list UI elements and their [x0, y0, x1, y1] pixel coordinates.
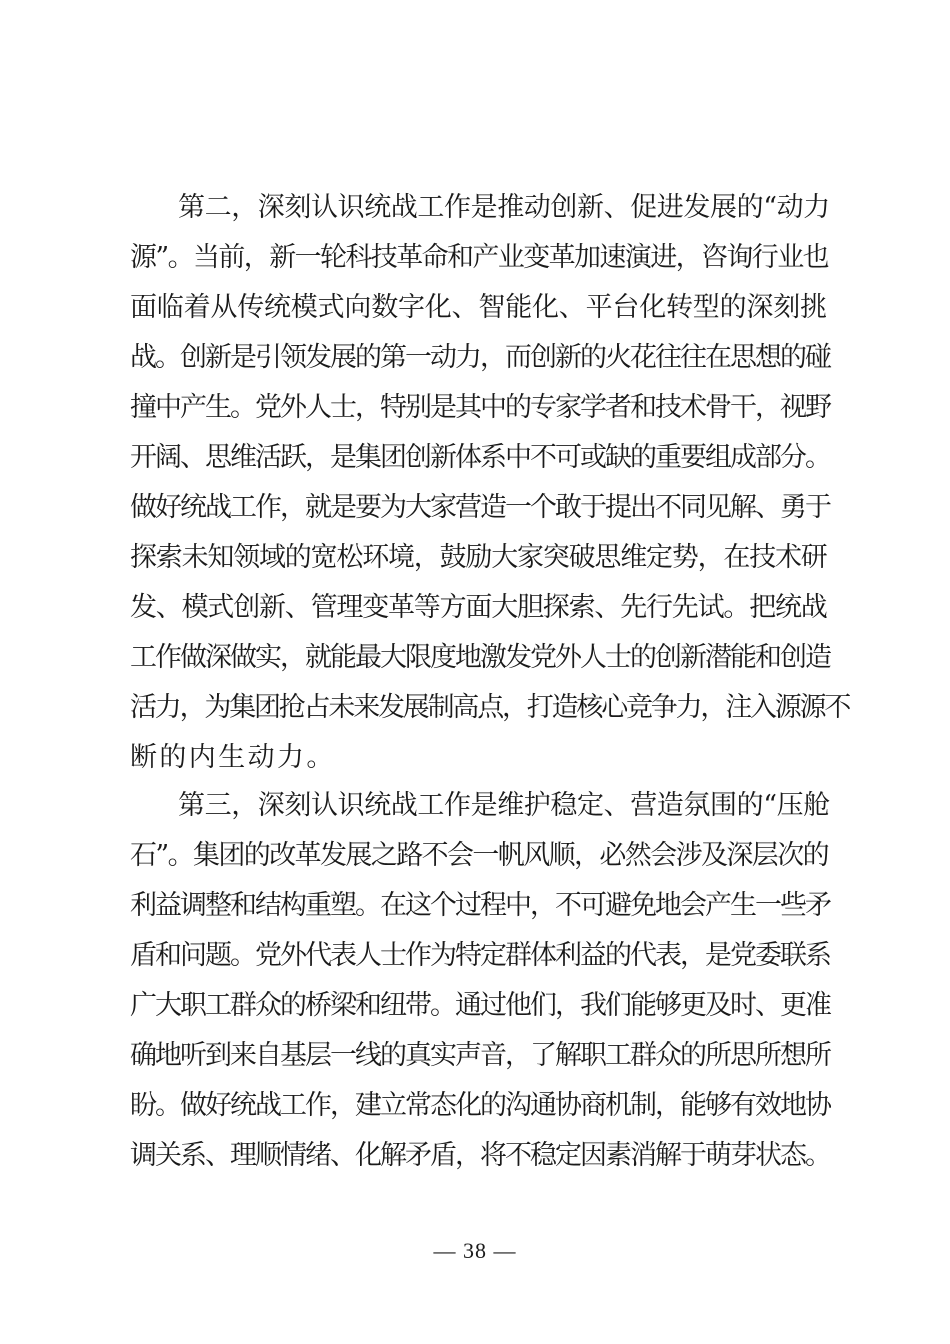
text-line: 确地听到来自基层一线的真实声音，了解职工群众的所思所想所 — [130, 1040, 830, 1071]
text-line: 开阔、思维活跃，是集团创新体系中不可或缺的重要组成部分。 — [130, 442, 830, 473]
text-line: 利益调整和结构重塑。在这个过程中，不可避免地会产生一些矛 — [130, 890, 830, 921]
text-line: 源”。当前，新一轮科技革命和产业变革加速演进，咨询行业也 — [130, 242, 829, 273]
text-line: 撞中产生。党外人士，特别是其中的专家学者和技术骨干，视野 — [130, 392, 830, 423]
text-line: 盾和问题。党外代表人士作为特定群体利益的代表，是党委联系 — [130, 940, 830, 971]
text-line: 发、模式创新、管理变革等方面大胆探索、先行先试。把统战 — [130, 592, 827, 623]
text-line: 石”。集团的改革发展之路不会一帆风顺，必然会涉及深层次的 — [130, 840, 829, 871]
text-line: 断的内生动力。 — [130, 742, 336, 773]
text-line: 战。创新是引领发展的第一动力，而创新的火花往往在思想的碰 — [130, 342, 830, 373]
text-line: 第二，深刻认识统战工作是推动创新、促进发展的“动力 — [178, 192, 830, 223]
text-line: 活力，为集团抢占未来发展制高点，打造核心竞争力，注入源源不 — [130, 692, 850, 723]
text-line: 盼。做好统战工作，建立常态化的沟通协商机制，能够有效地协 — [130, 1090, 830, 1121]
text-line: 调关系、理顺情绪、化解矛盾，将不稳定因素消解于萌芽状态。 — [130, 1140, 830, 1171]
text-line: 面临着从传统模式向数字化、智能化、平台化转型的深刻挑 — [130, 292, 827, 323]
text-line: 做好统战工作，就是要为大家营造一个敢于提出不同见解、勇于 — [130, 492, 830, 523]
text-line: 探索未知领域的宽松环境，鼓励大家突破思维定势，在技术研 — [130, 542, 827, 573]
text-line: 广大职工群众的桥梁和纽带。通过他们，我们能够更及时、更准 — [130, 990, 830, 1021]
text-line: 第三，深刻认识统战工作是维护稳定、营造氛围的“压舱 — [178, 790, 830, 821]
page-number: — 38 — — [433, 1238, 517, 1263]
text-line: 工作做深做实，就能最大限度地激发党外人士的创新潜能和创造 — [130, 642, 830, 673]
